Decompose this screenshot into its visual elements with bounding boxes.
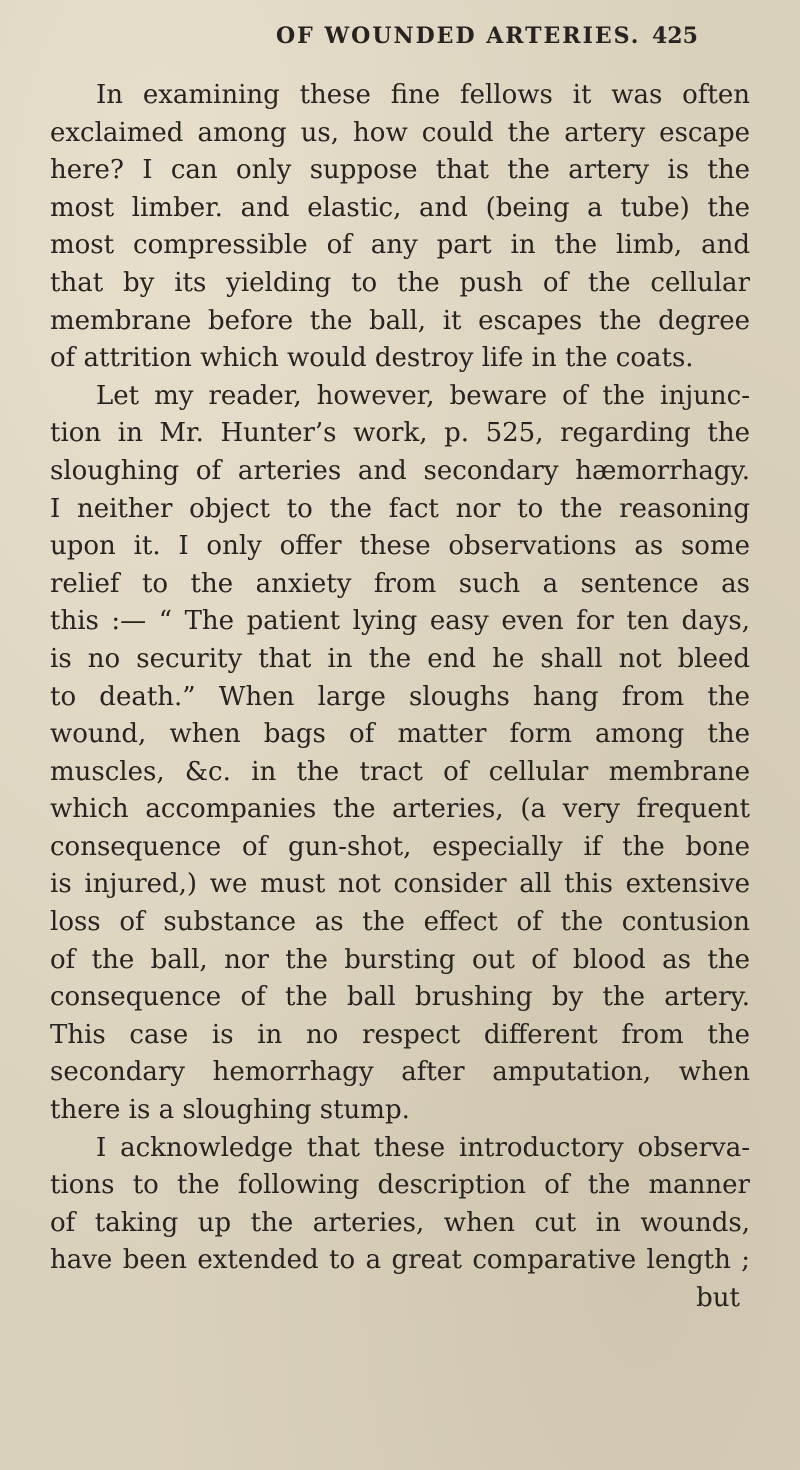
- text-line: relief to the anxiety from such a sentence as: [50, 568, 750, 599]
- text-line: is injured,) we must not consider all this extensive: [50, 869, 750, 900]
- text-line: is no security that in the end he shall not bleed: [50, 643, 750, 674]
- text-line: consequence of the ball brushing by the artery.: [50, 982, 750, 1013]
- text-line: This case is in no respect different from the: [50, 1019, 750, 1050]
- text-line: upon it. I only offer these observations as some: [50, 531, 750, 562]
- body-text: [50, 77, 750, 1318]
- text-line: here? I can only suppose that the artery is the: [50, 155, 750, 186]
- text-line: consequence of gun-shot, especially if the bone: [50, 831, 750, 862]
- text-line: most limber. and elastic, and (being a tube) the: [50, 192, 750, 223]
- text-line: membrane before the ball, it escapes the degree: [50, 305, 750, 336]
- text-line: of attrition which would destroy life in the coats.: [50, 343, 694, 374]
- catchword: but: [696, 1283, 740, 1313]
- text-line: there is a sloughing stump.: [50, 1095, 410, 1126]
- text-line: loss of substance as the effect of the contusion: [50, 907, 750, 938]
- text-line: tions to the following description of the manner: [50, 1170, 750, 1201]
- running-head: [0, 16, 800, 56]
- text-line: of the ball, nor the bursting out of blood as the: [50, 944, 750, 975]
- text-line: tion in Mr. Hunter’s work, p. 525, regarding the: [50, 418, 750, 449]
- text-line: have been extended to a great comparative length ;: [50, 1245, 750, 1276]
- text-line: I neither object to the fact nor to the reasoning: [50, 493, 750, 524]
- text-line: most compressible of any part in the limb, and: [50, 230, 750, 261]
- text-line: I acknowledge that these introductory observa-: [96, 1132, 750, 1163]
- text-line: of taking up the arteries, when cut in wounds,: [50, 1207, 750, 1238]
- text-line: muscles, &c. in the tract of cellular membrane: [50, 756, 750, 787]
- text-line: In examining these fine fellows it was often: [96, 80, 750, 110]
- text-line: to death.” When large sloughs hang from the: [50, 681, 750, 712]
- text-line: this :— “ The patient lying easy even for ten days,: [50, 606, 750, 637]
- text-line: which accompanies the arteries, (a very frequent: [50, 794, 750, 825]
- text-line: that by its yielding to the push of the cellular: [50, 267, 750, 298]
- running-title: OF WOUNDED ARTERIES.: [276, 23, 641, 49]
- text-line: sloughing of arteries and secondary hæmorrhagy.: [50, 455, 750, 486]
- page-number: 425: [652, 23, 698, 49]
- text-line: exclaimed among us, how could the artery escape: [50, 117, 750, 148]
- text-line: wound, when bags of matter form among the: [50, 719, 750, 750]
- text-line: secondary hemorrhagy after amputation, when: [50, 1057, 750, 1088]
- text-line: Let my reader, however, beware of the injunc-: [96, 380, 750, 411]
